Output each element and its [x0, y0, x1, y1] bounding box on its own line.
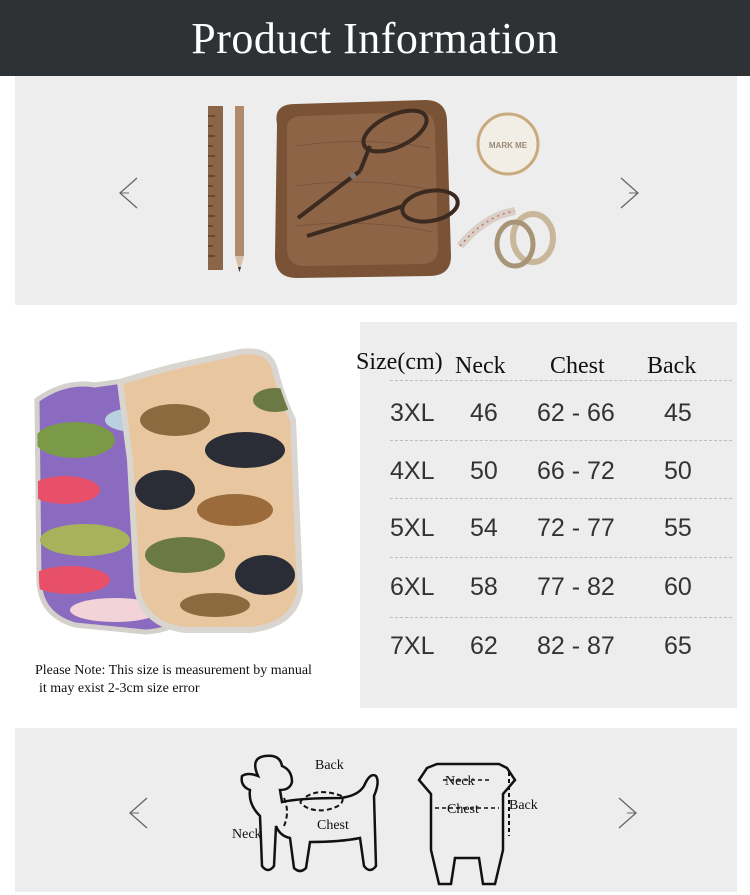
product-photo: [25, 340, 345, 660]
table-divider: [390, 380, 732, 381]
table-cell: 77 - 82: [537, 573, 615, 601]
dog-label-chest: Chest: [317, 818, 349, 833]
table-divider: [390, 498, 732, 499]
dog-label-back: Back: [315, 758, 344, 773]
note-line-1: Please Note: This size is measurement by manual: [35, 663, 312, 678]
table-cell: 50: [470, 457, 498, 485]
svg-text:MARK ME: MARK ME: [488, 141, 528, 150]
table-cell: 46: [470, 399, 498, 427]
table-cell: 4XL: [390, 457, 435, 485]
table-cell: 45: [664, 399, 692, 427]
table-cell: 66 - 72: [537, 457, 615, 485]
table-cell: 5XL: [390, 514, 435, 542]
vest-label-back: Back: [509, 798, 538, 813]
table-cell: 54: [470, 514, 498, 542]
table-cell: 62 - 66: [537, 399, 615, 427]
column-header-chest: Chest: [550, 353, 605, 379]
dog-label-neck: Neck: [232, 827, 262, 842]
column-header-back: Back: [647, 353, 697, 379]
table-cell: 50: [664, 457, 692, 485]
vest-label-neck: Neck: [445, 774, 475, 789]
column-header-neck: Neck: [455, 353, 506, 379]
table-cell: 60: [664, 573, 692, 601]
header-bar: [0, 0, 750, 76]
table-cell: 3XL: [390, 399, 435, 427]
table-cell: 72 - 77: [537, 514, 615, 542]
vest-diagram: [407, 750, 547, 890]
note-line-2: it may exist 2-3cm size error: [39, 681, 200, 696]
size-table: [356, 322, 737, 708]
table-cell: 82 - 87: [537, 632, 615, 660]
table-cell: 6XL: [390, 573, 435, 601]
tools-image-panel: [15, 76, 737, 305]
table-divider: [390, 440, 732, 441]
column-header-size: Size(cm): [356, 349, 443, 375]
table-cell: 7XL: [390, 632, 435, 660]
measurement-diagram-panel: [15, 728, 737, 892]
table-cell: 58: [470, 573, 498, 601]
table-cell: 55: [664, 514, 692, 542]
left-arrow-icon[interactable]: [125, 796, 151, 830]
table-divider: [390, 617, 732, 618]
measuring-tape: [460, 211, 553, 266]
vest-label-chest: Chest: [447, 802, 479, 817]
tools-illustration: [15, 76, 737, 305]
table-cell: 62: [470, 632, 498, 660]
right-arrow-icon[interactable]: [615, 796, 641, 830]
page-title: Product Information: [191, 13, 559, 63]
table-cell: 65: [664, 632, 692, 660]
pencil: [235, 106, 244, 256]
table-divider: [390, 557, 732, 558]
ruler: [208, 106, 223, 270]
size-note: [35, 662, 355, 698]
